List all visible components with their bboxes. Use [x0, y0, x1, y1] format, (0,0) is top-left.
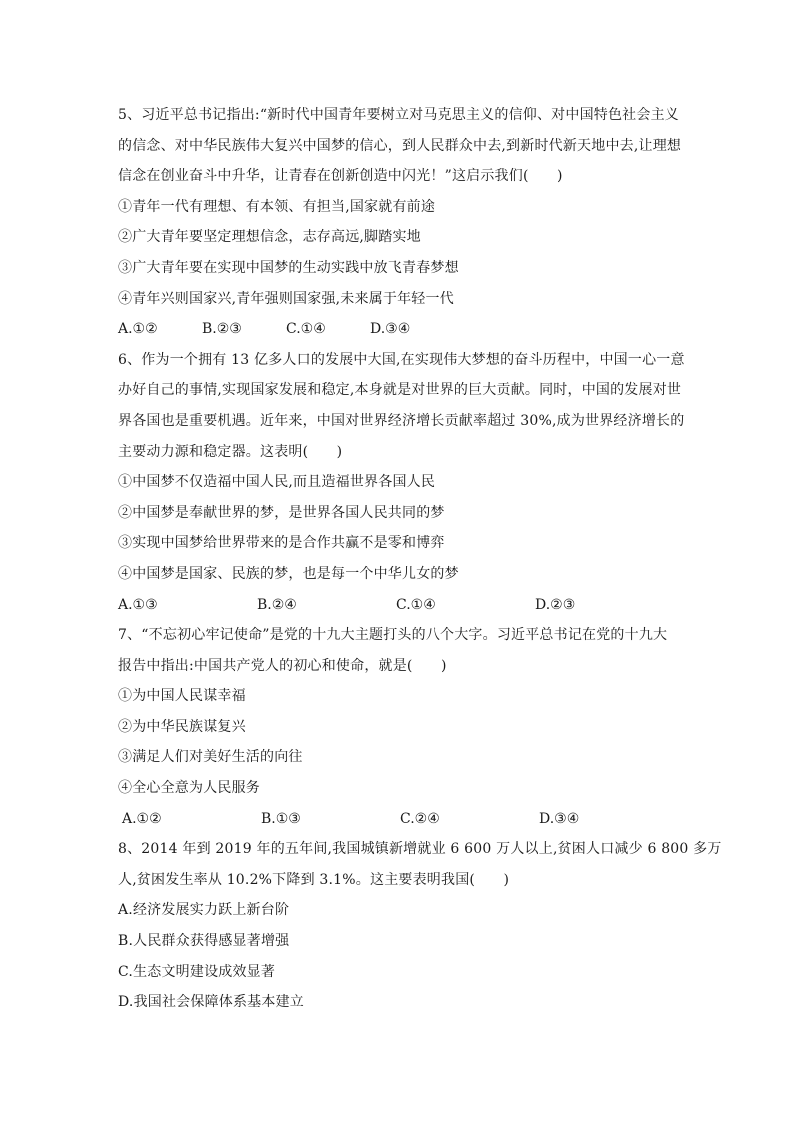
question-5-stem-line-1: 5、习近平总书记指出:“新时代中国青年要树立对马克思主义的信仰、对中国特色社会主义	[118, 107, 679, 123]
question-7-option-d: D.③④	[539, 810, 580, 827]
question-8-choice-d: D.我国社会保障体系基本建立	[118, 994, 304, 1011]
question-7-statement-2: ②为中华民族谋复兴	[118, 718, 246, 735]
question-5-stem-line-2: 的信念、对中华民族伟大复兴中国梦的信心，到人民群众中去,到新时代新天地中去,让理想	[118, 137, 682, 154]
document-page	[118, 100, 722, 1018]
question-7-statement-1: ①为中国人民谋幸福	[118, 688, 246, 705]
question-7-stem-line-2: 报告中指出:中国共产党人的初心和使命，就是( )	[118, 657, 447, 674]
question-6-option-c: C.①④	[396, 596, 436, 613]
question-5-options	[118, 314, 678, 345]
question-6-stem-line-2: 办好自己的事情,实现国家发展和稳定,本身就是对世界的巨大贡献。同时，中国的发展对世	[118, 382, 682, 399]
question-7	[118, 620, 678, 834]
question-5-statement-2: ②广大青年要坚定理想信念，志存高远,脚踏实地	[118, 229, 421, 246]
question-8-stem-line-2: 人,贫困发生率从 10.2%下降到 3.1%。这主要表明我国( )	[118, 871, 510, 888]
question-6-statement-1: ①中国梦不仅造福中国人民,而且造福世界各国人民	[118, 474, 436, 491]
question-8-choice-c: C.生态文明建设成效显著	[118, 963, 276, 980]
question-5-option-a: A.①②	[118, 321, 158, 338]
question-7-option-c: C.②④	[400, 810, 440, 827]
question-6-option-d: D.②③	[535, 596, 576, 613]
question-7-stem-line-1: 7、“不忘初心牢记使命”是党的十九大主题打头的八个大字。习近平总书记在党的十九大	[118, 627, 668, 644]
question-8-choice-b: B.人民群众获得感显著增强	[118, 933, 290, 950]
question-6-option-b: B.②④	[257, 596, 297, 613]
question-7-option-a: A.①②	[122, 810, 162, 827]
question-7-options	[118, 804, 678, 835]
question-5-stem-line-3: 信念在创业奋斗中升华，让青春在创新创造中闪光！”这启示我们( )	[118, 168, 563, 185]
question-6-stem-line-4: 主要动力源和稳定器。这表明( )	[118, 443, 343, 460]
question-5	[118, 100, 682, 345]
question-6-options	[118, 590, 678, 621]
question-7-statement-4: ④全心全意为人民服务	[118, 780, 260, 797]
question-6-statement-2: ②中国梦是奉献世界的梦，是世界各国人民共同的梦	[118, 504, 445, 521]
question-5-option-b: B.②③	[202, 321, 242, 338]
question-8	[118, 834, 722, 1018]
question-6-option-a: A.①③	[118, 596, 158, 613]
question-6-statement-4: ④中国梦是国家、民族的梦，也是每一个中华儿女的梦	[118, 565, 459, 582]
question-8-stem-line-1: 8、2014 年到 2019 年的五年间,我国城镇新增就业 6 600 万人以上,贫困人口减少 6 800 多万	[118, 841, 722, 858]
question-6	[118, 345, 685, 620]
question-6-stem-line-1: 6、作为一个拥有 13 亿多人口的发展中大国,在实现伟大梦想的奋斗历程中，中国一心一意	[118, 351, 685, 368]
question-5-statement-1: ①青年一代有理想、有本领、有担当,国家就有前途	[118, 198, 436, 215]
question-8-choice-a: A.经济发展实力跃上新台阶	[118, 902, 290, 919]
question-6-stem-line-3: 界各国也是重要机遇。近年来，中国对世界经济增长贡献率超过 30%,成为世界经济增长的	[118, 412, 685, 429]
question-5-option-d: D.③④	[370, 321, 411, 338]
question-7-option-b: B.①③	[261, 810, 301, 827]
question-7-statement-3: ③满足人们对美好生活的向往	[118, 749, 303, 766]
question-5-statement-4: ④青年兴则国家兴,青年强则国家强,未来属于年轻一代	[118, 290, 454, 307]
question-6-statement-3: ③实现中国梦给世界带来的是合作共赢不是零和博弈	[118, 535, 445, 552]
question-5-option-c: C.①④	[286, 321, 326, 338]
question-5-statement-3: ③广大青年要在实现中国梦的生动实践中放飞青春梦想	[118, 259, 459, 276]
